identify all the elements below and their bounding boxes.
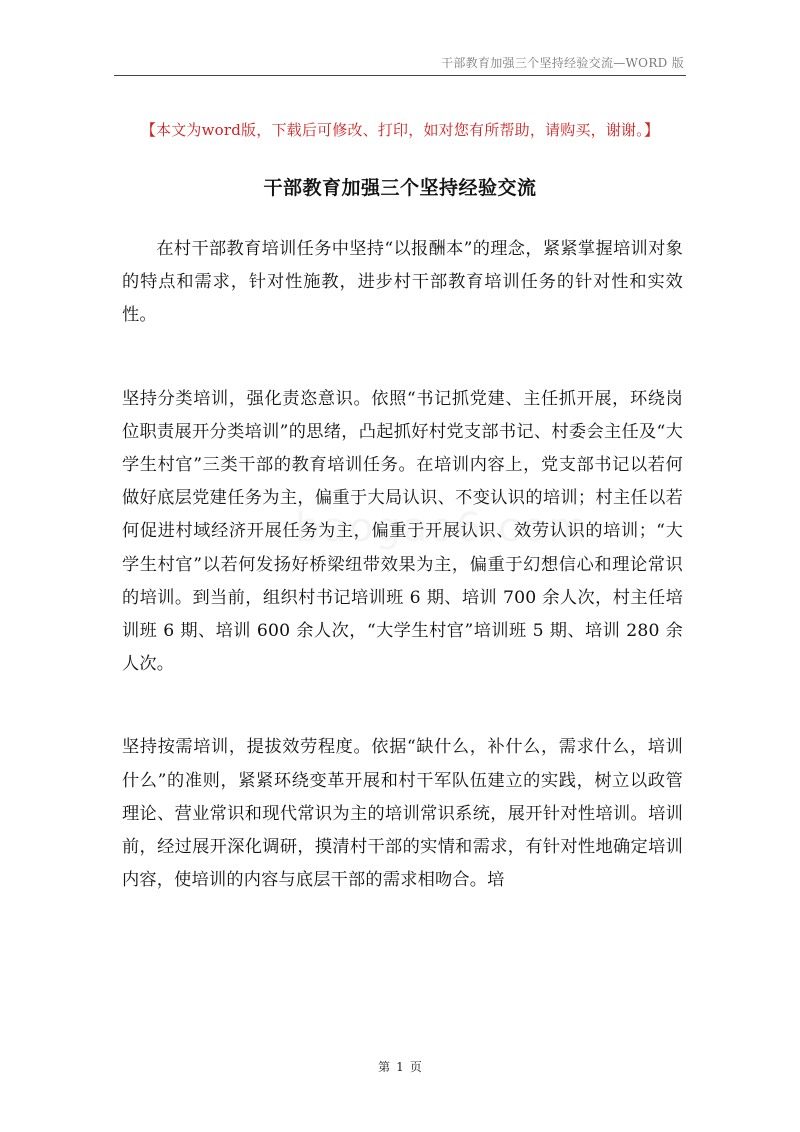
document-title: 干部教育加强三个坚持经验交流 [263, 177, 537, 199]
page-footer [0, 1058, 800, 1075]
paragraph-1: 在村干部教育培训任务中坚持“以报酬本”的理念，紧紧掌握培训对象的特点和需求，针对性施教，进步村干部教育培训任务的针对性和实效性。 [122, 239, 683, 326]
paragraph-gap [122, 333, 683, 383]
purchase-notice: 【本文为word版，下载后可修改、打印，如对您有所帮助，请购买，谢谢。】 [140, 121, 660, 139]
header-rule [114, 75, 686, 76]
running-header: 干部教育加强三个坚持经验交流—WORD 版 [441, 56, 684, 70]
paragraph-gap [122, 681, 683, 731]
document-body [122, 233, 683, 897]
paragraph-2: 坚持分类培训，强化责恣意识。依照“书记抓党建、主任抓开展，环绕岗位职责展开分类培训”的思绪，凸起抓好村党支部书记、村委会主任及“大学生村官”三类干部的教育培训任务。在培训内容上，党支部书记以若何做好底层党建任务为主，偏重于大局认识、不变认识的培训；村主任以若何促进村域经济开展任务为主，偏重于开展认识、效劳认识的培训；“大学生村官”以若何发扬好桥梁纽带效果为主，偏重于幻想信心和理论常识的培训。到当前，组织村书记培训班 6 期、培训 700 余人次，村主任培训班 6 期、培训 600 余人次，“大学生村官”培训班 5 期、培训 280 余人次。 [122, 388, 683, 675]
footer-suffix: 页 [409, 1060, 422, 1074]
page-number: 1 [396, 1060, 404, 1074]
footer-prefix: 第 [378, 1060, 391, 1074]
paragraph-3: 坚持按需培训，提拔效劳程度。依据“缺什么，补什么，需求什么，培训什么”的准则，紧紧环绕变革开展和村干军队伍建立的实践，树立以政管理论、营业常识和现代常识为主的培训常识系统，展开针对性培训。培训前，经过展开深化调研，摸清村干部的实情和需求，有针对性地确定培训内容，使培训的内容与底层干部的需求相吻合。培 [122, 737, 683, 891]
